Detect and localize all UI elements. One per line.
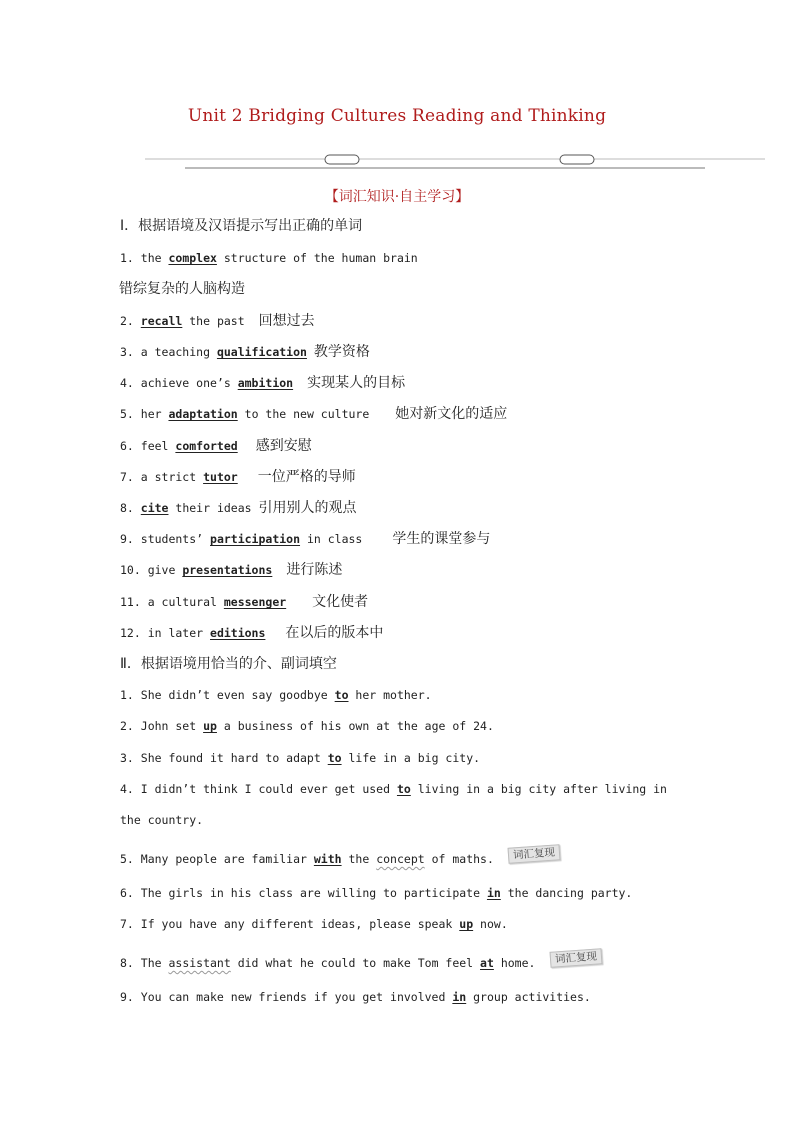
list-item: 3. a teaching qualification 教学资格 bbox=[120, 344, 370, 360]
list-item: 1. the complex structure of the human brain bbox=[120, 251, 418, 265]
review-word: assistant bbox=[168, 956, 231, 970]
list-item: 9. students’ participation in class 学生的课堂参与 bbox=[120, 531, 491, 547]
list-item: 5. her adaptation to the new culture 她对新文化的适应 bbox=[120, 406, 508, 422]
list-item: 4. I didn’t think I could ever get used to living in a big city after living in bbox=[120, 782, 667, 796]
list-item: 2. John set up a business of his own at the age of 24. bbox=[120, 719, 494, 733]
answer: complex bbox=[168, 251, 217, 265]
list-item: 7. If you have any different ideas, please speak up now. bbox=[120, 917, 508, 931]
answer: cite bbox=[140, 501, 169, 515]
list-item: 6. feel comforted 感到安慰 bbox=[120, 438, 312, 454]
review-word: concept bbox=[376, 852, 425, 866]
answer: editions bbox=[210, 626, 266, 640]
list-item: 3. She found it hard to adapt to life in a big city. bbox=[120, 751, 481, 765]
answer: qualification bbox=[216, 345, 307, 359]
answer: at bbox=[480, 956, 494, 970]
list-item: 8. cite their ideas 引用别人的观点 bbox=[120, 500, 357, 516]
vocab-review-stamp: 词汇复现 bbox=[508, 844, 561, 864]
answer: to bbox=[396, 782, 411, 796]
answer: in bbox=[486, 886, 501, 900]
answer: to bbox=[327, 751, 342, 765]
list-item: 1. She didn’t even say goodbye to her mother. bbox=[120, 688, 432, 702]
section2-heading: Ⅱ．根据语境用恰当的介、副词填空 bbox=[120, 656, 337, 672]
answer: participation bbox=[210, 532, 301, 546]
list-item: 6. The girls in his class are willing to participate in the dancing party. bbox=[120, 886, 633, 900]
section-subheading: 【词汇知识·自主学习】 bbox=[324, 189, 470, 205]
list-item: 5. Many people are familiar with the concept of maths. bbox=[120, 852, 494, 866]
list-item-translation: 错综复杂的人脑构造 bbox=[119, 281, 245, 297]
list-item: 12. in later editions 在以后的版本中 bbox=[120, 625, 384, 641]
section1-heading: Ⅰ．根据语境及汉语提示写出正确的单词 bbox=[120, 218, 363, 234]
answer: with bbox=[313, 852, 342, 866]
answer: adaptation bbox=[168, 407, 238, 421]
list-item: 10. give presentations 进行陈述 bbox=[120, 562, 343, 578]
title-divider-ornament bbox=[145, 152, 765, 176]
answer: ambition bbox=[237, 376, 294, 390]
list-item: 8. The assistant did what he could to make Tom feel at home. bbox=[120, 956, 536, 970]
list-item: 7. a strict tutor 一位严格的导师 bbox=[120, 469, 356, 485]
answer: tutor bbox=[203, 470, 238, 484]
answer: messenger bbox=[223, 595, 287, 609]
page-title: Unit 2 Bridging Cultures Reading and Thinking bbox=[187, 106, 607, 126]
list-item: 11. a cultural messenger 文化使者 bbox=[120, 594, 369, 610]
answer: to bbox=[334, 688, 349, 702]
list-item: 2. recall the past 回想过去 bbox=[120, 313, 315, 329]
list-item: 4. achieve one’s ambition 实现某人的目标 bbox=[120, 375, 406, 391]
answer: presentations bbox=[182, 563, 273, 577]
answer: recall bbox=[140, 314, 183, 328]
answer: up bbox=[203, 719, 217, 733]
answer: up bbox=[459, 917, 474, 931]
answer: in bbox=[452, 990, 467, 1004]
vocab-review-stamp: 词汇复现 bbox=[550, 948, 603, 968]
list-item: 9. You can make new friends if you get involved in group activities. bbox=[120, 990, 591, 1004]
list-item-continuation: the country. bbox=[120, 813, 204, 827]
answer: comforted bbox=[175, 439, 238, 453]
